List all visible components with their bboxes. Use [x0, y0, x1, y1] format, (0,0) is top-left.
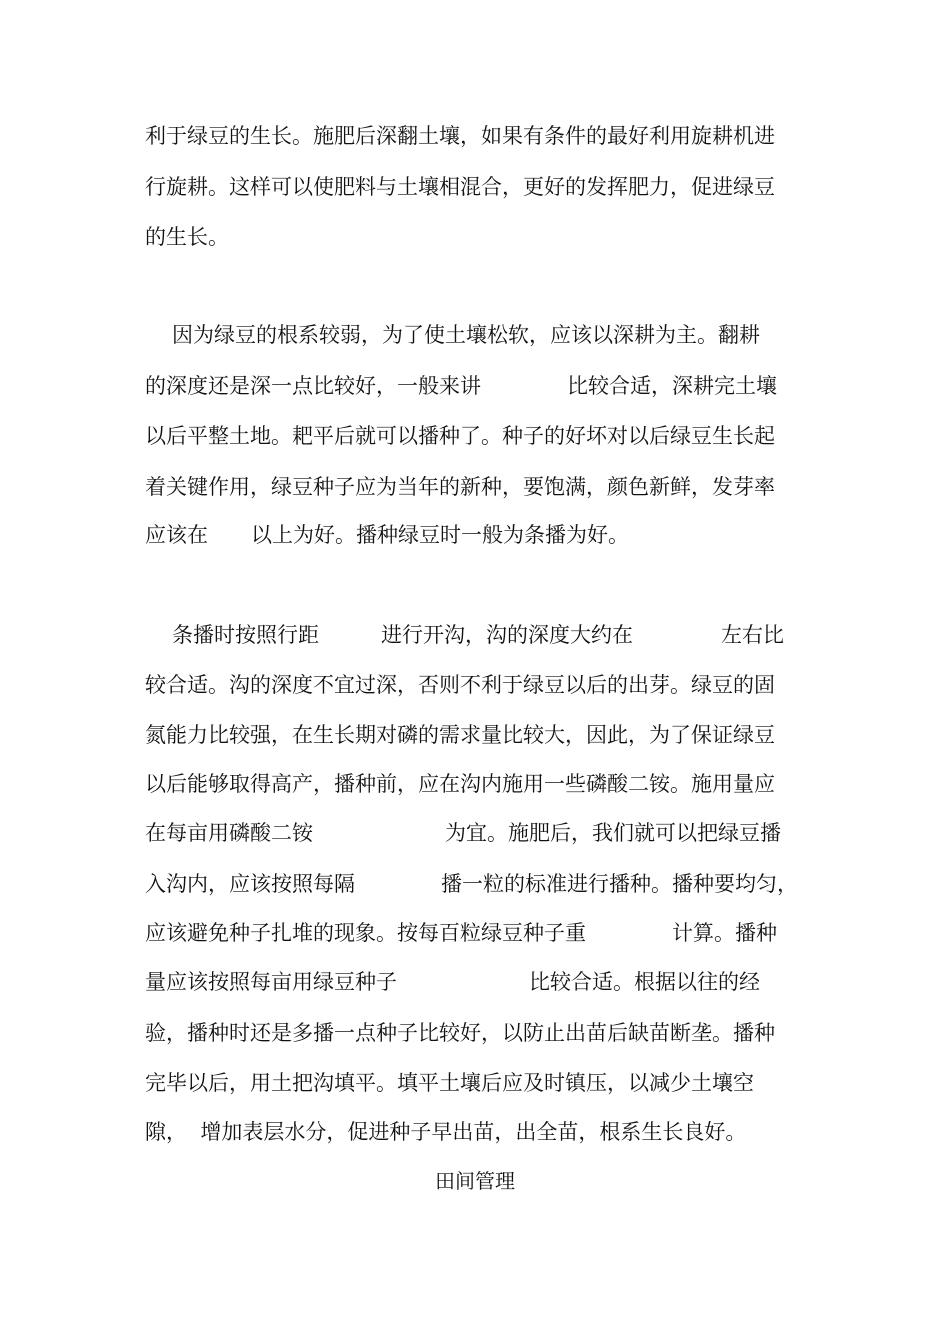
paragraph-line: [145, 869, 810, 899]
line-text: 较合适。沟的深度不宜过深，否则不利于绿豆以后的出芽。绿豆的固: [145, 673, 775, 697]
line-text: 氮能力比较强，在生长期对磷的需求量比较大，因此，为了保证绿豆: [145, 723, 775, 747]
line-text: 播一粒的标准进行播种。播种要均匀，: [441, 872, 798, 896]
line-text: 的深度还是深一点比较好，一般来讲: [145, 374, 481, 398]
paragraph-line: [145, 769, 810, 799]
paragraph-line: [145, 222, 810, 252]
paragraph-line: [172, 320, 810, 350]
line-text: 的生长。: [145, 225, 229, 249]
line-text: 比较合适。根据以往的经: [529, 970, 760, 994]
paragraph-line: [172, 620, 810, 650]
line-text: 着关键作用，绿豆种子应为当年的新种，要饱满，颜色新鲜，发芽率: [145, 475, 775, 499]
paragraph-line: [145, 1018, 810, 1048]
line-text: 验，播种时还是多播一点种子比较好，以防止出苗后缺苗断垄。播种: [145, 1021, 775, 1045]
paragraph-line: [145, 670, 810, 700]
heading-text: 田间管理: [435, 1169, 515, 1193]
paragraph-line: [145, 121, 810, 151]
line-text: 行旋耕。这样可以使肥料与土壤相混合，更好的发挥肥力，促进绿豆: [145, 175, 775, 199]
paragraph-line: [145, 172, 810, 202]
line-text: 比较合适，深耕完土壤: [567, 374, 777, 398]
line-text: 量应该按照每亩用绿豆种子: [145, 970, 397, 994]
line-text: 完毕以后，用土把沟填平。填平土壤后应及时镇压，以减少土壤空: [145, 1071, 754, 1095]
line-text: 进行开沟，沟的深度大约在: [381, 623, 633, 647]
line-text: 以上为好。播种绿豆时一般为条播为好。: [251, 523, 629, 547]
line-text: 条播时按照行距: [172, 623, 319, 647]
line-text: 应该在: [145, 523, 208, 547]
paragraph-line: [145, 520, 810, 550]
line-text: 因为绿豆的根系较弱，为了使土壤松软，应该以深耕为主。翻耕: [172, 323, 760, 347]
line-text: 计算。播种: [672, 921, 777, 945]
line-text: 左右比: [721, 623, 784, 647]
line-text: 以后能够取得高产，播种前，应在沟内施用一些磷酸二铵。施用量应: [145, 772, 775, 796]
paragraph-line: [145, 720, 810, 750]
line-text: 应该避免种子扎堆的现象。按每百粒绿豆种子重: [145, 921, 586, 945]
line-text: 利于绿豆的生长。施肥后深翻土壤，如果有条件的最好利用旋耕机进: [145, 124, 775, 148]
paragraph-line: [145, 818, 810, 848]
paragraph-line: [145, 967, 810, 997]
section-heading: [0, 1166, 950, 1196]
paragraph-line: [145, 472, 810, 502]
line-text: 为宜。施肥后，我们就可以把绿豆播: [445, 821, 781, 845]
line-text: 以后平整土地。耙平后就可以播种了。种子的好坏对以后绿豆生长起: [145, 424, 775, 448]
paragraph-line: [145, 918, 810, 948]
paragraph-line: [145, 421, 810, 451]
line-text: 隙， 增加表层水分，促进种子早出苗，出全苗，根系生长良好。: [145, 1120, 747, 1144]
line-text: 在每亩用磷酸二铵: [145, 821, 313, 845]
paragraph-line: [145, 371, 810, 401]
line-text: 入沟内，应该按照每隔: [145, 872, 355, 896]
paragraph-line: [145, 1117, 810, 1147]
paragraph-line: [145, 1068, 810, 1098]
